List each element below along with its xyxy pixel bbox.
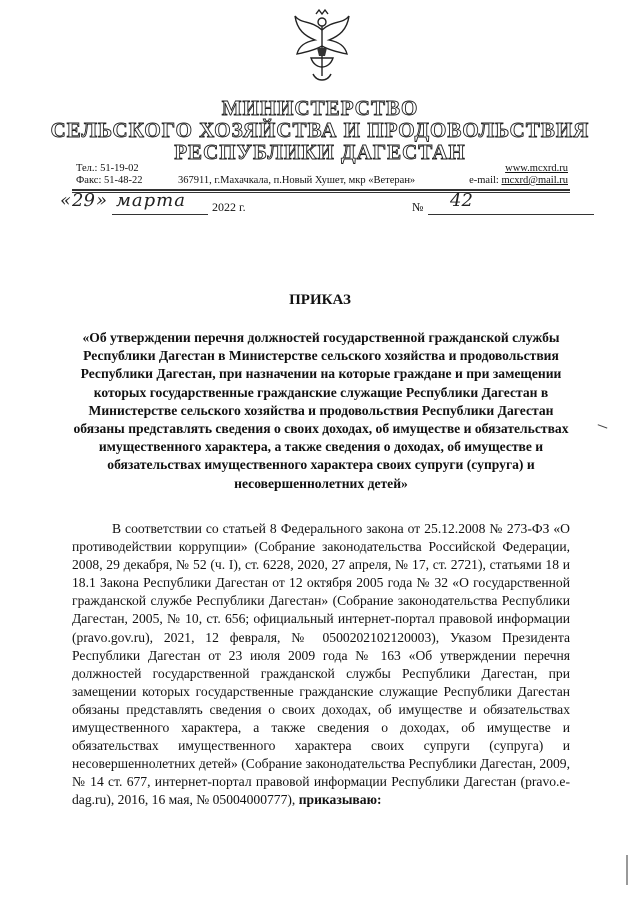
website-link[interactable]: www.mcxrd.ru (505, 163, 568, 174)
number-underline (428, 214, 594, 215)
ministry-name-line-2: СЕЛЬСКОГО ХОЗЯЙСТВА И ПРОДОВОЛЬСТВИЯ (50, 118, 590, 142)
month-underline (112, 214, 208, 215)
order-day: 29 (72, 190, 95, 211)
fax-number: Факс: 51-48-22 (76, 175, 143, 186)
scan-edge-mark (626, 855, 628, 885)
order-year: 2022 г. (212, 200, 246, 214)
order-number: 42 (450, 190, 473, 211)
order-body (72, 520, 570, 810)
contact-online (464, 163, 568, 187)
scan-mark (598, 421, 609, 428)
order-day-close-quote: » (96, 190, 108, 211)
order-number-label: № (412, 200, 424, 214)
coat-of-arms-emblem (291, 6, 353, 88)
order-closing: приказываю: (298, 792, 382, 808)
contact-phones (76, 163, 143, 187)
email-label: e-mail: (469, 175, 502, 186)
document-title: ПРИКАЗ (289, 292, 351, 308)
order-month: марта (116, 190, 186, 211)
order-subject: «Об утверждении перечня должностей государственной гражданской службы Республики Дагестан в Министерстве сельского хозяйства и продовольствия Республики Дагестан, при назначении на которые граждане и при замещении которых государственные гражданские служащие Республики Дагестан в Министерстве сельского хозяйства и продовольствия Республики Дагестан обязаны представлять сведения о своих доходах, об имуществе и обязательствах имущественного характера, а также сведения о доходах, об имуществе и обязательствах имущественного характера своих супруги (супруга) и несовершеннолетних детей» (73, 330, 569, 491)
phone-number: Тел.: 51-19-02 (76, 163, 139, 174)
email-link[interactable]: mcxrd@mail.ru (501, 175, 568, 186)
ministry-name-line-3: РЕСПУБЛИКИ ДАГЕСТАН (174, 140, 466, 164)
order-day-open-quote: « (60, 190, 72, 211)
ministry-name-line-1: МИНИСТЕРСТВО (221, 96, 419, 120)
postal-address: 367911, г.Махачкала, п.Новый Хушет, мкр «Ветеран» (178, 175, 416, 186)
order-body-text: В соответствии со статьей 8 Федерального закона от 25.12.2008 № 273-ФЗ «О противодействии коррупции» (Собрание законодательства Российской Федерации, 2008, 29 декабря, № 52 (ч. I), ст. 6228, 2020, 27 апреля, № 17, ст. 2721), статьями 18 и 18.1 Закона Республики Дагестан от 12 октября 2005 года № 32 «О государственной гражданской службе Республики Дагестан» (Собрание законодательства Республики Дагестан, 2005, № 10, ст. 656; официальный интернет-портал правовой информации (pravo.gov.ru), 2021, 12 февраля, № 0500202102120003), Указом Президента Республики Дагестан от 23 июля 2009 года № 163 «Об утверждении перечня должностей государственной гражданской службы Республики Дагестан, при замещении которых государственные гражданские служащие Республики Дагестан обязаны представлять сведения о своих доходах, об имуществе и обязательствах имущественного характера, а также сведения о доходах, об имуществе и обязательствах имущественного характера своих супруги (супруга) и несовершеннолетних детей» (Собрание законодательства Республики Дагестан, 2009, № 14 ст. 677, интернет-портал правовой информации Республики Дагестан (pravo.e-dag.ru), 2016, 16 мая, № 05004000777), (72, 521, 570, 808)
